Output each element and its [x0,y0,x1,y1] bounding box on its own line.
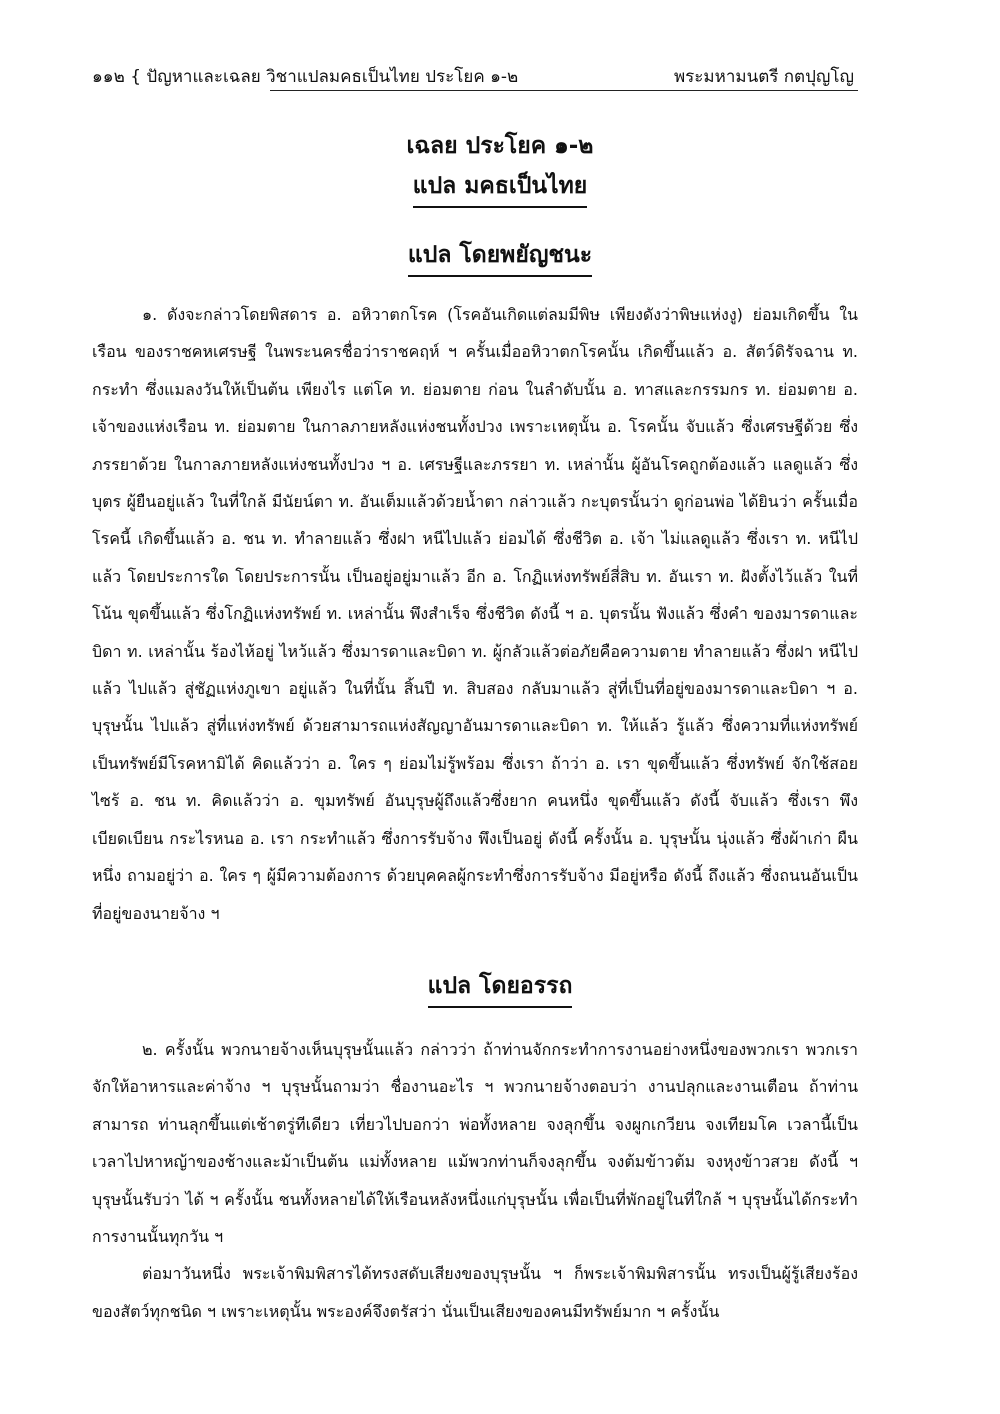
section-heading-meaning-text: แปล โดยอรรถ [428,968,573,1008]
header-rule [270,90,858,91]
page-subtitle-text: แปล มคธเป็นไทย [413,168,588,208]
page-title-text: เฉลย ประโยค ๑-๒ [406,133,594,159]
header-author: พระมหามนตรี กตปุญโญ [673,67,854,87]
section-heading-literal-text: แปล โดยพยัญชนะ [408,237,592,277]
header-left-text: ๑๑๒ { ปัญหาและเฉลย วิชาแปลมคธเป็นไทย ประโยค ๑-๒ [92,67,519,87]
paragraph: ต่อมาวันหนึ่ง พระเจ้าพิมพิสารได้ทรงสดับเสียงของบุรุษนั้น ฯ ก็พระเจ้าพิมพิสารนั้น ทรงเป็นผู้รู้เสียงร้องของสัตว์ทุกชนิด ฯ เพราะเหตุนั้น พระองค์จึงตรัสว่า นั่นเป็นเสียงของคนมีทรัพย์มาก ฯ ครั้งนั้น [92,1264,858,1321]
section-body-literal [92,296,858,932]
paragraph: ๑. ดังจะกล่าวโดยพิสดาร อ. อหิวาตกโรค (โรคอันเกิดแต่ลมมีพิษ เพียงดังว่าพิษแห่งงู) ย่อมเกิดขึ้น ในเรือน ของราชคหเศรษฐี ในพระนครชื่อว่าราชคฤห์ ฯ ครั้นเมื่ออหิวาตกโรคนั้น เกิดขึ้นแล้ว อ. สัตว์ดิรัจฉาน ท. กระทำ ซึ่งแมลงวันให้เป็นต้น เพียงไร แต่โค ท. ย่อมตาย ก่อน ในลำดับนั้น อ. ทาสและกรรมกร ท. ย่อมตาย อ. เจ้าของแห่งเรือน ท. ย่อมตาย ในกาลภายหลังแห่งชนทั้งปวง เพราะเหตุนั้น อ. โรคนั้น จับแล้ว ซึ่งเศรษฐีด้วย ซึ่งภรรยาด้วย ในกาลภายหลังแห่งชนทั้งปวง ฯ อ. เศรษฐีและภรรยา ท. เหล่านั้น ผู้อันโรคถูกต้องแล้ว แลดูแล้ว ซึ่งบุตร ผู้ยืนอยู่แล้ว ในที่ใกล้ มีนัยน์ตา ท. อันเต็มแล้วด้วยน้ำตา กล่าวแล้ว กะบุตรนั้นว่า ดูก่อนพ่อ ได้ยินว่า ครั้นเมื่อโรคนี้ เกิดขึ้นแล้ว อ. ชน ท. ทำลายแล้ว ซึ่งฝา หนีไปแล้ว ย่อมได้ ซึ่งชีวิต อ. เจ้า ไม่แลดูแล้ว ซึ่งเรา ท. หนีไปแล้ว โดยประการใด โดยประการนั้น เป็นอยู่อยู่มาแล้ว อีก อ. โกฏิแห่งทรัพย์สี่สิบ ท. อันเรา ท. ฝังตั้งไว้แล้ว ในที่โน้น ขุดขึ้นแล้ว ซึ่งโกฏิแห่งทรัพย์ ท. เหล่านั้น พึงสำเร็จ ซึ่งชีวิต ดังนี้ ฯ อ. บุตรนั้น ฟังแล้ว ซึ่งคำ ของมารดาและบิดา ท. เหล่านั้น ร้องไห้อยู่ ไหว้แล้ว ซึ่งมารดาและบิดา ท. ผู้กลัวแล้วต่อภัยคือความตาย ทำลายแล้ว ซึ่งฝา หนีไปแล้ว ไปแล้ว สู่ชัฏแห่งภูเขา อยู่แล้ว ในที่นั้น สิ้นปี ท. สิบสอง กลับมาแล้ว สู่ที่เป็นที่อยู่ของมารดาและบิดา ฯ อ. บุรุษนั้น ไปแล้ว สู่ที่แห่งทรัพย์ ด้วยสามารถแห่งสัญญาอันมารดาและบิดา ท. ให้แล้ว รู้แล้ว ซึ่งความที่แห่งทรัพย์เป็นทรัพย์มีโรคหามิได้ คิดแล้วว่า อ. ใคร ๆ ย่อมไม่รู้พร้อม ซึ่งเรา ถ้าว่า อ. เรา ขุดขึ้นแล้ว ซึ่งทรัพย์ จักใช้สอยไซร้ อ. ชน ท. คิดแล้วว่า อ. ขุมทรัพย์ อันบุรุษผู้ถึงแล้วซึ่งยาก คนหนึ่ง ขุดขึ้นแล้ว ดังนี้ จับแล้ว ซึ่งเรา พึงเบียดเบียน กระไรหนอ อ. เรา กระทำแล้ว ซึ่งการรับจ้าง พึงเป็นอยู่ ดังนี้ ครั้งนั้น อ. บุรุษนั้น นุ่งแล้ว ซึ่งผ้าเก่า ผืนหนึ่ง ถามอยู่ว่า อ. ใคร ๆ ผู้มีความต้องการ ด้วยบุคคลผู้กระทำซึ่งการรับจ้าง มีอยู่หรือ ดังนี้ ถึงแล้ว ซึ่งถนนอันเป็นที่อยู่ของนายจ้าง ฯ [92,305,858,923]
section-heading-meaning [0,968,1000,1008]
running-header [92,62,858,92]
page-subtitle [0,168,1000,208]
paragraph: ๒. ครั้งนั้น พวกนายจ้างเห็นบุรุษนั้นแล้ว กล่าวว่า ถ้าท่านจักกระทำการงานอย่างหนึ่งของพวกเรา พวกเราจักให้อาหารและค่าจ้าง ฯ บุรุษนั้นถามว่า ชื่องานอะไร ฯ พวกนายจ้างตอบว่า งานปลุกและงานเตือน ถ้าท่านสามารถ ท่านลุกขึ้นแต่เช้าตรู่ทีเดียว เที่ยวไปบอกว่า พ่อทั้งหลาย จงลุกขึ้น จงผูกเกวียน จงเทียมโค เวลานี้เป็นเวลาไปหาหญ้าของช้างและม้าเป็นต้น แม่ทั้งหลาย แม้พวกท่านก็จงลุกขึ้น จงต้มข้าวต้ม จงหุงข้าวสวย ดังนี้ ฯ บุรุษนั้นรับว่า ได้ ฯ ครั้งนั้น ชนทั้งหลายได้ให้เรือนหลังหนึ่งแก่บุรุษนั้น เพื่อเป็นที่พักอยู่ในที่ใกล้ ฯ บุรุษนั้นได้กระทำการงานนั้นทุกวัน ฯ [92,1040,858,1247]
section-body-meaning [92,1031,858,1330]
section-heading-literal [0,237,1000,277]
page-title [0,128,1000,164]
